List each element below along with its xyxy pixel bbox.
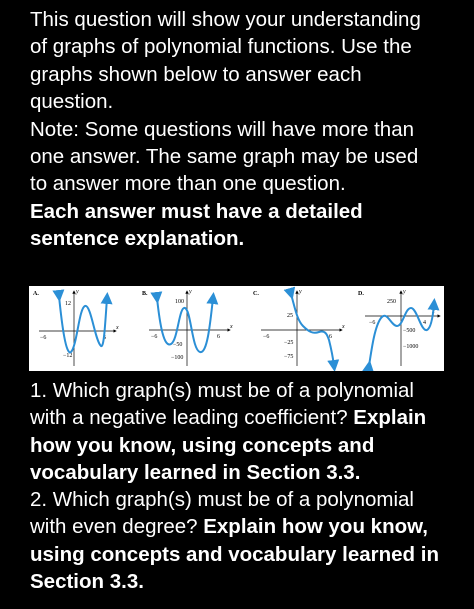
y-tick-label: −12 (63, 353, 73, 359)
graph-a (33, 289, 119, 366)
question-1-explain: Explain (353, 406, 427, 430)
note-line: to answer more than one question. (30, 172, 346, 196)
graph-d (358, 289, 439, 366)
question-1-line: how you know, using concepts and (30, 433, 375, 457)
graphs-figure (29, 286, 444, 371)
graph-label: A. (33, 291, 39, 297)
question-2-explain: Explain how you know, (203, 515, 428, 539)
y-axis-label: y (403, 289, 406, 295)
y-tick-label: −25 (284, 340, 294, 346)
intro-text (30, 6, 470, 253)
y-tick-label: 12 (65, 301, 71, 307)
y-tick-label: 25 (287, 313, 293, 319)
x-tick-label: 6 (217, 334, 220, 340)
x-axis-label: x (230, 324, 233, 330)
graph-c (253, 289, 345, 366)
intro-line: of graphs of polynomial functions. Use the (30, 35, 412, 59)
x-axis-label: x (342, 324, 345, 330)
question-2-line: Section 3.3. (30, 570, 144, 594)
graphs-panel (29, 286, 444, 371)
intro-line: question. (30, 90, 114, 114)
y-tick-label: −500 (403, 328, 416, 334)
y-axis-label: y (189, 289, 192, 295)
y-tick-label: 250 (387, 299, 396, 305)
y-axis-label: y (299, 289, 302, 295)
question-2-line: using concepts and vocabulary learned in (30, 542, 439, 566)
x-tick-label: 6 (329, 334, 332, 340)
note-line: one answer. The same graph may be used (30, 145, 419, 169)
y-tick-label: −75 (284, 354, 294, 360)
x-axis-label: x (432, 309, 435, 315)
y-tick-label: −1000 (403, 344, 419, 350)
graph-b (142, 289, 233, 366)
question-1-text: with a negative leading coefficient? (30, 406, 354, 430)
note-line: Note: Some questions will have more than (30, 117, 415, 141)
x-tick-label: −6 (151, 334, 158, 340)
instruction-line: Each answer must have a detailed (30, 199, 363, 223)
x-axis-label: x (116, 325, 119, 331)
graph-label: D. (358, 291, 364, 297)
intro-line: graphs shown below to answer each (30, 62, 362, 86)
instruction-line: sentence explanation. (30, 227, 245, 251)
x-tick-label: 6 (103, 335, 106, 341)
x-tick-label: −6 (369, 320, 376, 326)
y-axis-label: y (76, 289, 79, 295)
y-tick-label: −50 (173, 342, 183, 348)
y-tick-label: −100 (171, 355, 184, 361)
question-2-line: 2. Which graph(s) must be of a polynomial (30, 488, 414, 512)
question-2-text: with even degree? (30, 515, 204, 539)
x-tick-label: −6 (263, 334, 270, 340)
intro-line: This question will show your understanding (30, 8, 421, 31)
question-1-line (30, 404, 470, 431)
curve-d (369, 304, 434, 366)
x-tick-label: 4 (423, 320, 426, 326)
question-2-line (30, 513, 470, 540)
graph-label: B. (142, 291, 148, 297)
x-tick-label: −6 (40, 335, 47, 341)
question-1-line: 1. Which graph(s) must be of a polynomial (30, 379, 414, 402)
y-tick-label: 100 (175, 299, 184, 305)
curve-b (157, 298, 213, 352)
question-1-line: vocabulary learned in Section 3.3. (30, 460, 361, 484)
graph-label: C. (253, 291, 259, 297)
questions-block (30, 377, 470, 595)
